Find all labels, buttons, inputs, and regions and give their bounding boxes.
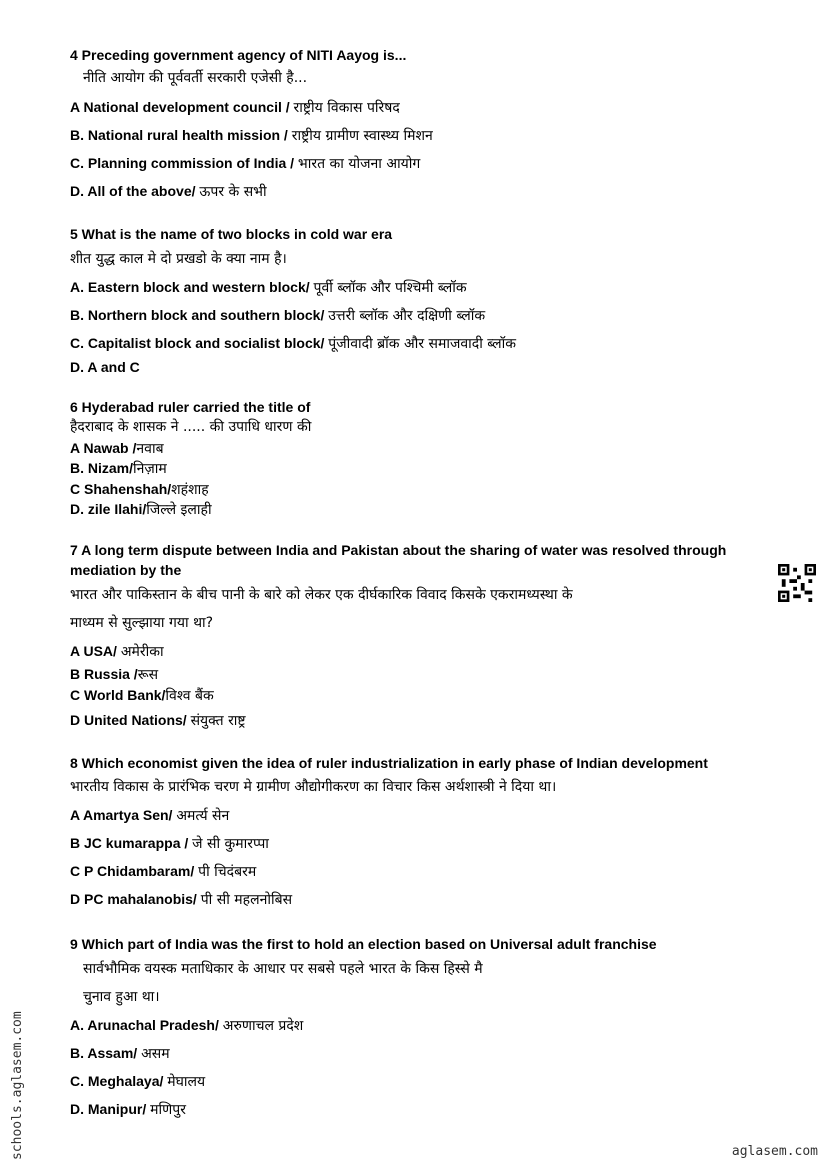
option-label: C. Planning commission of India /	[70, 155, 298, 171]
qr-code-icon	[778, 564, 816, 602]
question-7-hindi: भारत और पाकिस्तान के बीच पानी के बारे को लेकर एक दीर्घकारिक विवाद किसके एकरामध्यस्था के	[70, 587, 573, 603]
option-label: B. Assam/	[70, 1045, 142, 1061]
option-hindi: संयुक्त राष्ट्र	[190, 713, 246, 729]
option-label: D. zile Ilahi/	[70, 501, 147, 517]
option-9a	[70, 1016, 303, 1035]
option-label: A National development council /	[70, 99, 294, 115]
side-watermark: schools.aglasem.com	[10, 1011, 25, 1160]
option-hindi: मेघालय	[167, 1074, 206, 1090]
option-6b	[70, 459, 167, 478]
option-label: A Nawab /	[70, 440, 137, 456]
question-6-text: 6 Hyderabad ruler carried the title of	[70, 399, 311, 415]
option-5b	[70, 306, 485, 325]
option-label: C P Chidambaram/	[70, 863, 199, 879]
question-5-hindi: शीत युद्ध काल मे दो प्रखडो के क्या नाम है।	[70, 251, 287, 267]
question-7-hindi-cont: माध्यम से सुल्झाया गया था?	[70, 615, 214, 631]
option-label: A USA/	[70, 643, 121, 659]
question-7-text-cont: mediation by the	[70, 562, 182, 578]
option-5c	[70, 334, 516, 353]
option-8d	[70, 890, 292, 909]
question-4-text: 4 Preceding government agency of NITI Aayog is...	[70, 47, 407, 63]
option-label: D PC mahalanobis/	[70, 891, 201, 907]
option-6c	[70, 480, 209, 499]
option-hindi: राष्ट्रीय ग्रामीण स्वास्थ्य मिशन	[291, 128, 433, 144]
question-7-text: 7 A long term dispute between India and Pakistan about the sharing of water was resolved through	[70, 542, 727, 558]
option-hindi: मणिपुर	[150, 1102, 186, 1118]
option-label: C World Bank/	[70, 687, 166, 703]
question-8-text: 8 Which economist given the idea of ruler industrialization in early phase of Indian development	[70, 755, 708, 771]
option-label: D. All of the above/	[70, 183, 200, 199]
option-label: B. National rural health mission /	[70, 127, 292, 143]
option-label: B JC kumarappa /	[70, 835, 193, 851]
option-hindi: असम	[141, 1046, 170, 1062]
option-7b	[70, 665, 158, 684]
option-hindi: पूर्वी ब्लॉक और पश्चिमी ब्लॉक	[313, 280, 467, 296]
option-4b	[70, 126, 433, 145]
option-hindi: नवाब	[136, 441, 164, 457]
option-9b	[70, 1044, 170, 1063]
question-6-hindi: हैदराबाद के शासक ने ..... की उपाधि धारण की	[70, 419, 312, 435]
option-hindi: पी चिदंबरम	[198, 864, 257, 880]
option-label: B Russia /	[70, 666, 138, 682]
option-label: A. Arunachal Pradesh/	[70, 1017, 223, 1033]
option-hindi: शहंशाह	[171, 482, 209, 498]
option-label: D. Manipur/	[70, 1101, 151, 1117]
option-7c	[70, 686, 214, 705]
option-label: D. A and C	[70, 359, 140, 375]
option-4a	[70, 98, 400, 117]
option-hindi: अरुणाचल प्रदेश	[222, 1018, 304, 1034]
option-label: C Shahenshah/	[70, 481, 172, 497]
option-label: C. Meghalaya/	[70, 1073, 168, 1089]
option-hindi: अमेरीका	[120, 644, 164, 660]
option-hindi: निज़ाम	[133, 461, 167, 477]
option-5d	[70, 358, 140, 376]
option-hindi: अमर्त्य सेन	[176, 808, 230, 824]
option-4c	[70, 154, 420, 173]
option-label: B. Northern block and southern block/	[70, 307, 329, 323]
option-4d	[70, 182, 267, 201]
option-hindi: भारत का योजना आयोग	[297, 156, 421, 172]
option-hindi: ऊपर के सभी	[199, 184, 267, 200]
option-9d	[70, 1100, 186, 1119]
option-hindi: राष्ट्रीय विकास परिषद	[293, 100, 400, 116]
option-8a	[70, 806, 229, 825]
question-8-hindi: भारतीय विकास के प्रारंभिक चरण मे ग्रामीण औद्योगीकरण का विचार किस अर्थशास्त्री ने दिया था।	[70, 779, 557, 795]
option-6a	[70, 439, 164, 458]
option-8b	[70, 834, 269, 853]
option-6d	[70, 500, 212, 519]
option-hindi: रूस	[137, 667, 159, 683]
question-5-text: 5 What is the name of two blocks in cold war era	[70, 226, 393, 242]
option-label: A. Eastern block and western block/	[70, 279, 314, 295]
option-hindi: जे सी कुमारप्पा	[192, 836, 269, 852]
option-9c	[70, 1072, 205, 1091]
option-label: A Amartya Sen/	[70, 807, 177, 823]
question-9-hindi-cont: चुनाव हुआ था।	[83, 989, 160, 1005]
option-label: C. Capitalist block and socialist block/	[70, 335, 329, 351]
option-hindi: जिल्ले इलाही	[146, 502, 212, 518]
option-label: B. Nizam/	[70, 460, 134, 476]
option-7a	[70, 642, 164, 661]
question-9-hindi: सार्वभौमिक वयस्क मताधिकार के आधार पर सबसे पहले भारत के किस हिस्से मै	[83, 961, 483, 977]
option-8c	[70, 862, 256, 881]
option-hindi: उत्तरी ब्लॉक और दक्षिणी ब्लॉक	[328, 308, 486, 324]
option-hindi: पूंजीवादी ब्रॉक और समाजवादी ब्लॉक	[328, 336, 517, 352]
option-hindi: विश्व बैंक	[165, 688, 214, 704]
question-9-text: 9 Which part of India was the first to hold an election based on Universal adult franchise	[70, 936, 657, 952]
option-7d	[70, 711, 246, 730]
option-label: D United Nations/	[70, 712, 191, 728]
question-4-hindi: नीति आयोग की पूर्ववर्ती सरकारी एजेसी है...	[83, 70, 308, 86]
option-5a	[70, 278, 467, 297]
footer-watermark: aglasem.com	[731, 1144, 818, 1159]
option-hindi: पी सी महलनोबिस	[200, 892, 293, 908]
